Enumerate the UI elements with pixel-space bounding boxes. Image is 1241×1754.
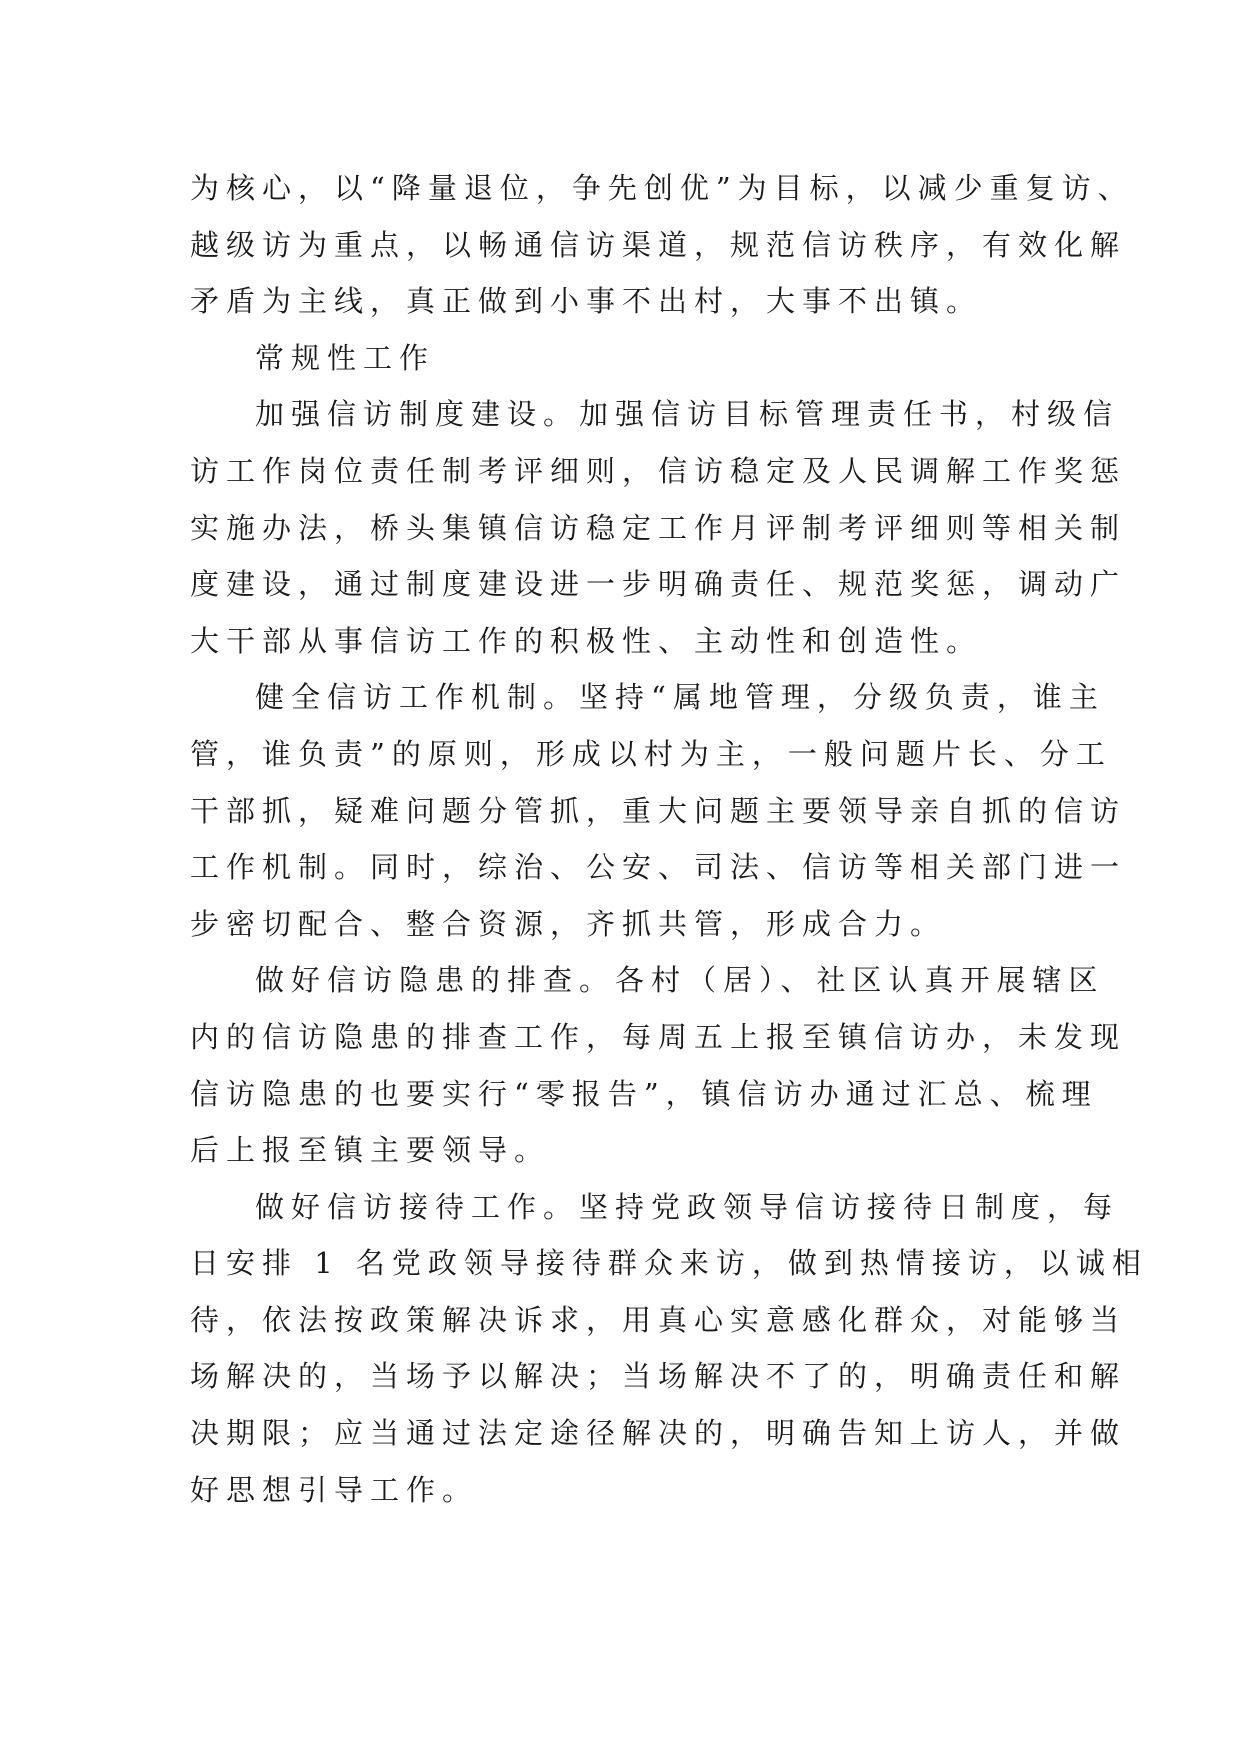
text-line: 干部抓，疑难问题分管抓，重大问题主要领导亲自抓的信访 bbox=[190, 793, 1127, 828]
paragraph-start-line: 健全信访工作机制。坚持“属地管理，分级负责，谁主 bbox=[255, 680, 1105, 715]
text-line: 内的信访隐患的排查工作，每周五上报至镇信访办，未发现 bbox=[190, 1019, 1127, 1054]
text-line: 管，谁负责”的原则，形成以村为主，一般问题片长、分工 bbox=[190, 736, 1112, 771]
paragraph-start-line: 做好信访隐患的排查。各村（居）、社区认真开展辖区 bbox=[255, 963, 1105, 998]
text-line: 实施办法，桥头集镇信访稳定工作月评制考评细则等相关制 bbox=[190, 510, 1127, 545]
paragraph-start-line: 做好信访接待工作。坚持党政领导信访接待日制度，每 bbox=[255, 1189, 1120, 1224]
text-line: 步密切配合、整合资源，齐抓共管，形成合力。 bbox=[190, 906, 947, 941]
text-line: 访工作岗位责任制考评细则，信访稳定及人民调解工作奖惩 bbox=[190, 453, 1127, 488]
text-line: 越级访为重点，以畅通信访渠道，规范信访秩序，有效化解 bbox=[190, 227, 1127, 262]
text-line: 大干部从事信访工作的积极性、主动性和创造性。 bbox=[190, 623, 983, 658]
text-line: 好思想引导工作。 bbox=[190, 1472, 479, 1507]
text-line: 日安排 1 名党政领导接待群众来访，做到热情接访，以诚相 bbox=[190, 1246, 1148, 1281]
text-line: 工作机制。同时，综治、公安、司法、信访等相关部门进一 bbox=[190, 850, 1127, 885]
text-line: 度建设，通过制度建设进一步明确责任、规范奖惩，调动广 bbox=[190, 567, 1127, 602]
text-line: 矛盾为主线，真正做到小事不出村，大事不出镇。 bbox=[190, 284, 983, 319]
text-line: 为核心，以“降量退位，争先创优”为目标，以减少重复访、 bbox=[190, 171, 1134, 205]
text-line: 后上报至镇主要领导。 bbox=[190, 1133, 551, 1168]
text-line: 决期限；应当通过法定途径解决的，明确告知上访人，并做 bbox=[190, 1416, 1127, 1451]
paragraph-start-line: 加强信访制度建设。加强信访目标管理责任书，村级信 bbox=[255, 397, 1120, 432]
section-heading: 常规性工作 bbox=[255, 340, 436, 375]
text-line: 待，依法按政策解决诉求，用真心实意感化群众，对能够当 bbox=[190, 1302, 1127, 1337]
text-line: 信访隐患的也要实行“零报告”，镇信访办通过汇总、梳理 bbox=[190, 1076, 1098, 1111]
text-line: 场解决的，当场予以解决；当场解决不了的，明确责任和解 bbox=[190, 1359, 1127, 1394]
document-body bbox=[190, 160, 1148, 1518]
